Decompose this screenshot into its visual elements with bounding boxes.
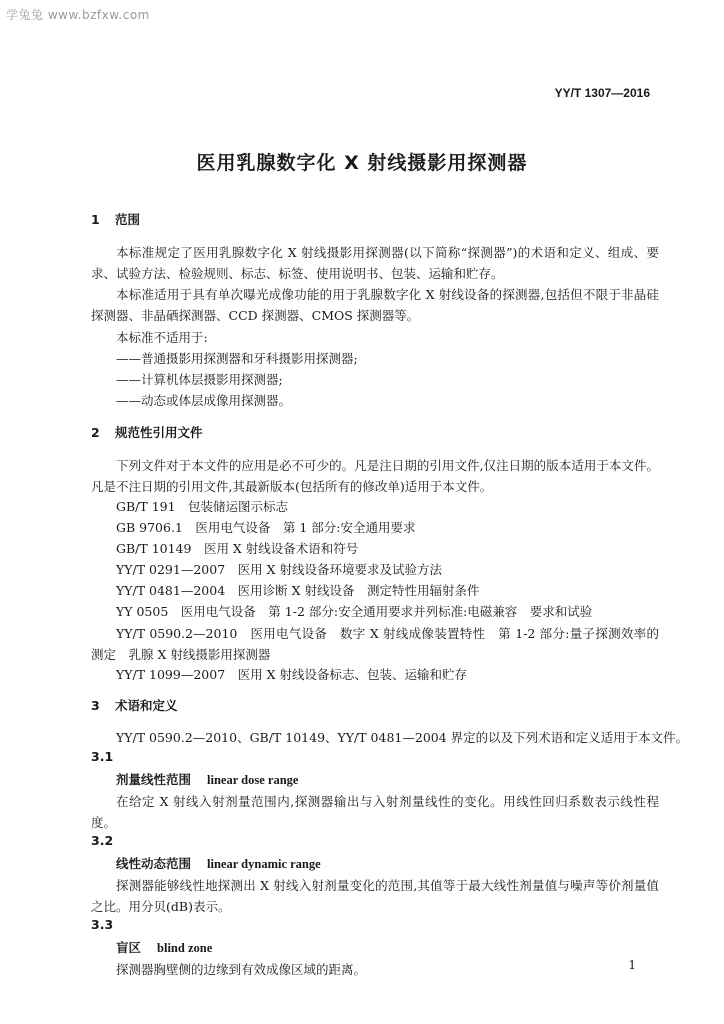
term-zh: 线性动态范围 (116, 856, 192, 871)
section-title: 规范性引用文件 (115, 425, 203, 440)
section-title: 术语和定义 (115, 698, 178, 713)
section-number: 3 (91, 698, 100, 713)
scope-paragraph-1: 本标准规定了医用乳腺数字化 X 射线摄影用探测器(以下简称“探测器”)的术语和定义、组成、要求、试验方法、检验规则、标志、标签、使用说明书、包装、运输和贮存。 (91, 245, 659, 281)
section-number: 1 (91, 212, 100, 227)
reference-item: GB 9706.1 医用电气设备 第 1 部分:安全通用要求 (116, 520, 416, 535)
scope-paragraph-2: 本标准适用于具有单次曝光成像功能的用于乳腺数字化 X 射线设备的探测器,包括但不限于非晶硅探测器、非晶硒探测器、CCD 探测器、CMOS 探测器等。 (91, 287, 659, 323)
document-title: 医用乳腺数字化 X 射线摄影用探测器 (196, 152, 528, 174)
normative-references-intro: 下列文件对于本文件的应用是必不可少的。凡是注日期的引用文件,仅注日期的版本适用于本文件。凡是不注日期的引用文件,其最新版本(包括所有的修改单)适用于本文件。 (91, 458, 659, 494)
section-title: 范围 (115, 212, 141, 227)
term-zh: 盲区 (116, 940, 142, 955)
term-heading (116, 938, 212, 956)
exclusion-item: ——计算机体层摄影用探测器; (116, 372, 283, 387)
term-en: linear dynamic range (207, 857, 321, 871)
term-number: 3.3 (91, 917, 114, 932)
watermark: 学兔兔 www.bzfxw.com (6, 8, 150, 22)
reference-item: YY 0505 医用电气设备 第 1-2 部分:安全通用要求并列标准:电磁兼容 要求和试验 (116, 604, 593, 619)
term-heading (116, 770, 298, 788)
term-definition: 探测器胸壁侧的边缘到有效成像区域的距离。 (116, 962, 367, 977)
term-number: 3.2 (91, 833, 114, 848)
term-heading (116, 854, 321, 872)
reference-item: YY/T 0590.2—2010 医用电气设备 数字 X 射线成像装置特性 第 1-2 部分:量子探测效率的测定 乳腺 X 射线摄影用探测器 (91, 626, 659, 662)
term-en: blind zone (157, 941, 213, 955)
scope-exclusion-intro: 本标准不适用于: (116, 330, 208, 345)
terms-intro: YY/T 0590.2—2010、GB/T 10149、YY/T 0481—2004 界定的以及下列术语和定义适用于本文件。 (116, 730, 689, 745)
exclusion-item: ——普通摄影用探测器和牙科摄影用探测器; (116, 351, 358, 366)
standard-code: YY/T 1307—2016 (554, 86, 650, 100)
term-zh: 剂量线性范围 (116, 772, 192, 787)
section-number: 2 (91, 425, 100, 440)
section-1-heading (91, 210, 140, 228)
term-definition: 在给定 X 射线入射剂量范围内,探测器输出与入射剂量线性的变化。用线性回归系数表示线性程度。 (91, 794, 659, 830)
term-definition: 探测器能够线性地探测出 X 射线入射剂量变化的范围,其值等于最大线性剂量值与噪声等价剂量值之比。用分贝(dB)表示。 (91, 878, 659, 914)
reference-item: YY/T 0291—2007 医用 X 射线设备环境要求及试验方法 (116, 562, 442, 577)
term-number: 3.1 (91, 749, 114, 764)
page-number: 1 (628, 958, 636, 972)
reference-item: YY/T 1099—2007 医用 X 射线设备标志、包装、运输和贮存 (116, 667, 467, 682)
reference-item: YY/T 0481—2004 医用诊断 X 射线设备 测定特性用辐射条件 (116, 583, 480, 598)
reference-item: GB/T 10149 医用 X 射线设备术语和符号 (116, 541, 359, 556)
term-en: linear dose range (207, 773, 299, 787)
reference-item: GB/T 191 包装储运图示标志 (116, 499, 289, 514)
exclusion-item: ——动态或体层成像用探测器。 (116, 393, 292, 408)
section-3-heading (91, 696, 178, 714)
section-2-heading (91, 423, 203, 441)
